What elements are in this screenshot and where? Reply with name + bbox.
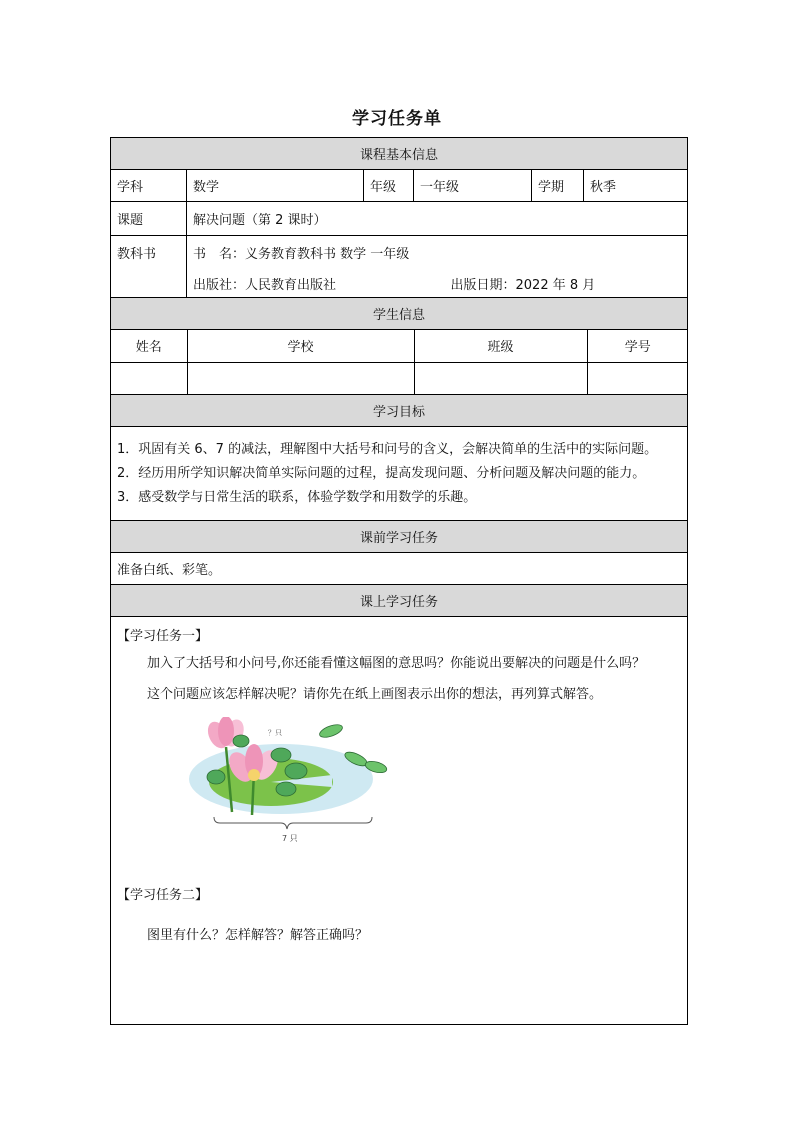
in-class-tasks <box>111 617 688 1025</box>
pre-class-header: 课前学习任务 <box>111 521 688 553</box>
subject-label: 学科 <box>111 170 187 202</box>
task2-line-1: 图里有什么？怎样解答？解答正确吗？ <box>147 928 369 943</box>
task1-line-1: 加入了大括号和小问号,你还能看懂这幅图的意思吗？你能说出要解决的问题是什么吗？ <box>147 656 646 671</box>
student-name-field[interactable] <box>111 362 187 394</box>
student-info-row <box>111 330 688 395</box>
textbook-publisher: 出版社：人民教育出版社 <box>193 278 337 293</box>
grade-label: 年级 <box>364 170 414 202</box>
grade-value: 一年级 <box>414 170 532 202</box>
textbook-info <box>187 236 688 298</box>
textbook-publisher-row <box>193 274 681 293</box>
topic-value: 解决问题（第 2 课时） <box>187 202 688 236</box>
in-class-header: 课上学习任务 <box>111 585 688 617</box>
textbook-publish-date: 出版日期：2022 年 8 月 <box>450 278 596 293</box>
student-id-header: 学号 <box>587 330 688 362</box>
figure-question-label: ？只 <box>268 729 282 737</box>
student-info-header: 学生信息 <box>111 298 688 330</box>
textbook-name: 书 名：义务教育教科书 数学 一年级 <box>193 247 410 262</box>
student-class-header: 班级 <box>414 330 587 362</box>
term-value: 秋季 <box>584 170 688 202</box>
pre-class-text: 准备白纸、彩笔。 <box>111 553 688 585</box>
frogs-lotus-illustration <box>186 717 416 847</box>
student-name-header: 姓名 <box>111 330 187 362</box>
textbook-label: 教科书 <box>111 236 187 298</box>
student-info-table <box>111 330 688 394</box>
student-school-header: 学校 <box>187 330 414 362</box>
figure-total-label: 7 只 <box>282 834 298 843</box>
goal-item-1: 1．巩固有关 6、7 的减法，理解图中大括号和问号的含义，会解决简单的生活中的实际问题。 <box>117 441 658 457</box>
topic-label: 课题 <box>111 202 187 236</box>
goals-header: 学习目标 <box>111 395 688 427</box>
task-sheet-table <box>110 137 688 1025</box>
student-class-field[interactable] <box>414 362 587 394</box>
goal-item-2: 2．经历用所学知识解决简单实际问题的过程，提高发现问题、分析问题及解决问题的能力。 <box>117 465 646 481</box>
task2-label: 【学习任务二】 <box>117 888 209 903</box>
course-info-header: 课程基本信息 <box>111 138 688 170</box>
page-title: 学习任务单 <box>352 109 442 129</box>
student-id-field[interactable] <box>587 362 688 394</box>
student-school-field[interactable] <box>187 362 414 394</box>
goal-item-3: 3．感受数学与日常生活的联系，体验学数学和用数学的乐趣。 <box>117 489 477 505</box>
term-label: 学期 <box>532 170 584 202</box>
goals-list <box>111 427 688 521</box>
task1-line-2: 这个问题应该怎样解决呢？请你先在纸上画图表示出你的想法，再列算式解答。 <box>147 687 603 702</box>
task1-label: 【学习任务一】 <box>117 629 209 644</box>
subject-value: 数学 <box>187 170 364 202</box>
total-brace <box>214 817 372 829</box>
